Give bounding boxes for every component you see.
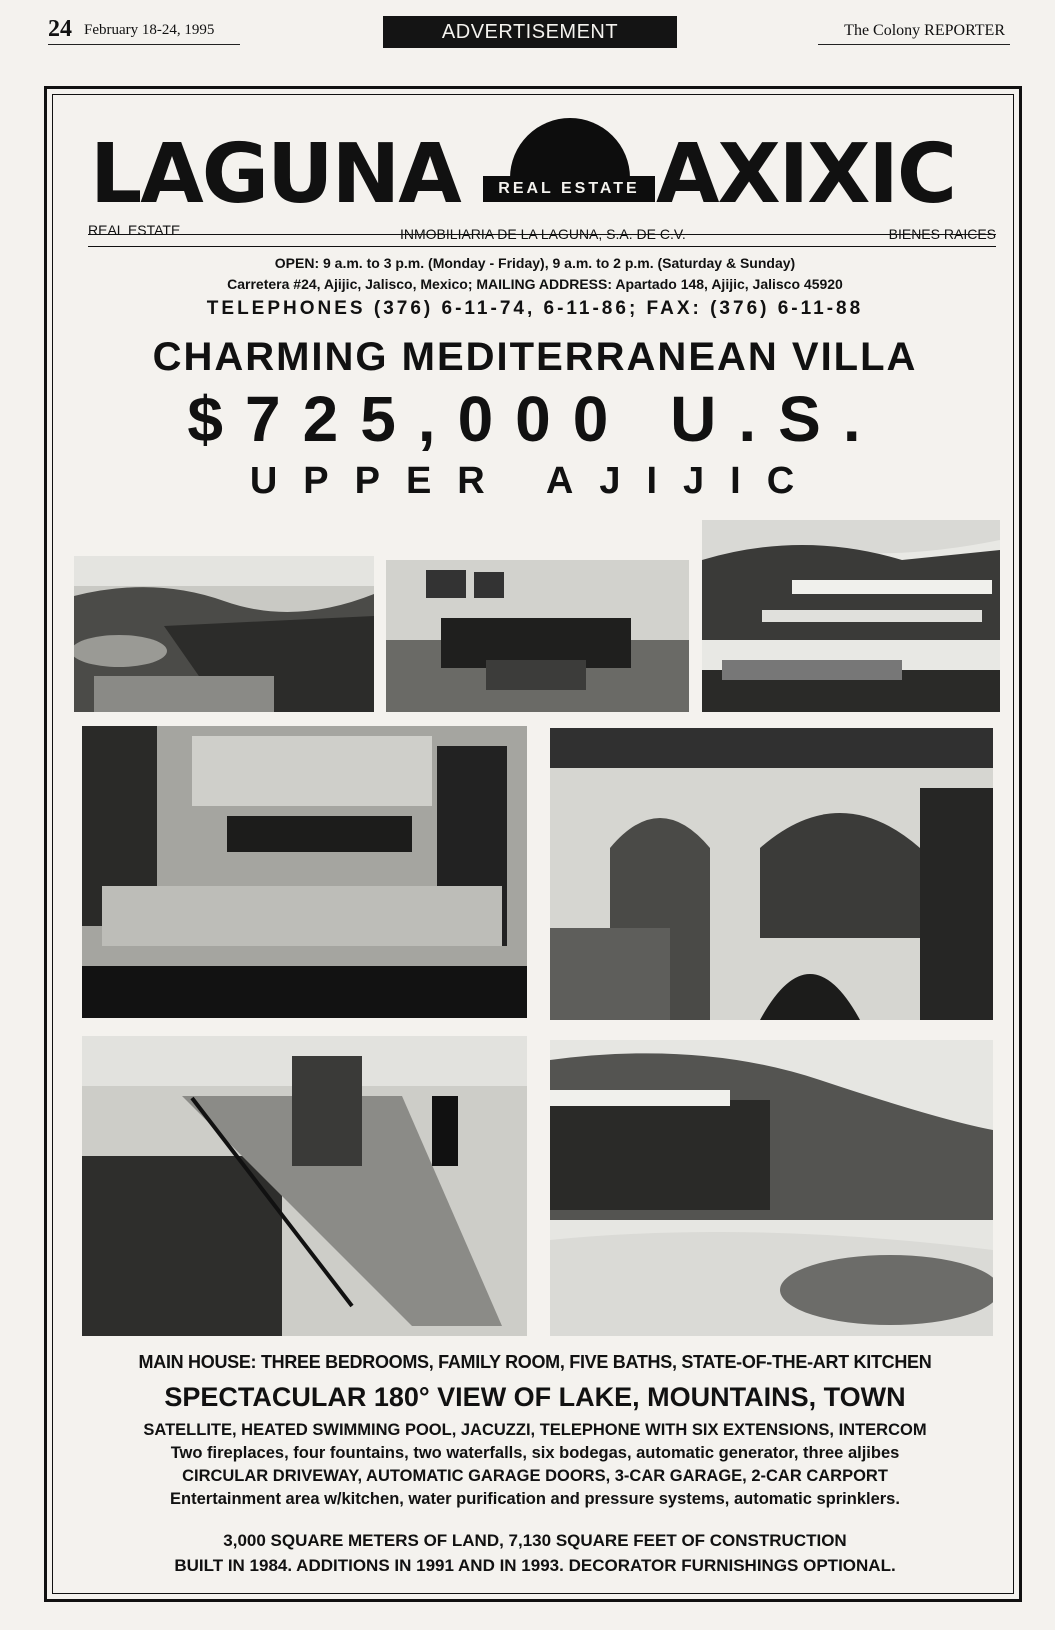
photo-staircase <box>82 1036 527 1336</box>
photo-kitchen <box>82 726 527 1018</box>
systems-line: Entertainment area w/kitchen, water purification and pressure systems, automatic sprinklers. <box>170 1490 900 1508</box>
masthead-rule-left <box>48 44 240 45</box>
office-hours: OPEN: 9 a.m. to 3 p.m. (Monday - Friday), 9 a.m. to 2 p.m. (Saturday & Sunday) <box>274 255 796 271</box>
masthead-rule-right <box>818 44 1010 45</box>
garage-line: CIRCULAR DRIVEWAY, AUTOMATIC GARAGE DOORS, 3-CAR GARAGE, 2-CAR CARPORT <box>182 1467 888 1485</box>
photo-arched-terrace <box>550 728 993 1020</box>
listing-price: $725,000 U.S. <box>187 383 883 455</box>
company-subheader <box>88 222 996 244</box>
subheader-right: BIENES RAICES <box>888 226 996 242</box>
page-masthead <box>0 0 1055 60</box>
office-address: Carretera #24, Ajijic, Jalisco, Mexico; MAILING ADDRESS: Apartado 148, Ajijic, Jalisco 45920 <box>227 276 843 292</box>
main-house-features: MAIN HOUSE: THREE BEDROOMS, FAMILY ROOM, FIVE BATHS, STATE-OF-THE-ART KITCHEN <box>138 1352 932 1372</box>
amenities-line: SATELLITE, HEATED SWIMMING POOL, JACUZZI, TELEPHONE WITH SIX EXTENSIONS, INTERCOM <box>143 1421 927 1439</box>
logo-word-left: LAGUNA <box>90 127 460 222</box>
phone-numbers: TELEPHONES (376) 6-11-74, 6-11-86; FAX: (376) 6-11-88 <box>206 298 864 319</box>
photo-villa-exterior <box>702 520 1000 712</box>
page-number: 24 <box>48 16 72 42</box>
listing-headline: CHARMING MEDITERRANEAN VILLA <box>152 335 918 379</box>
listing-location: UPPER AJIJIC <box>249 460 821 502</box>
advertisement-label: ADVERTISEMENT <box>383 16 677 48</box>
logo-word-right: AXIXIC <box>656 127 956 222</box>
features-line: Two fireplaces, four fountains, two waterfalls, six bodegas, automatic generator, three aljibes <box>170 1444 900 1462</box>
photo-living-room <box>386 560 689 712</box>
land-size-line: 3,000 SQUARE METERS OF LAND, 7,130 SQUARE FEET OF CONSTRUCTION <box>223 1531 847 1550</box>
logo-band-text: REAL ESTATE <box>483 176 655 202</box>
issue-date: February 18-24, 1995 <box>84 22 215 38</box>
newspaper-name: The Colony REPORTER <box>844 22 1005 39</box>
photo-driveway-grounds <box>550 1040 993 1336</box>
photo-garden-terrace <box>74 556 374 712</box>
subheader-center: INMOBILIARIA DE LA LAGUNA, S.A. DE C.V. <box>400 226 686 242</box>
built-year-line: BUILT IN 1984. ADDITIONS IN 1991 AND IN 1993. DECORATOR FURNISHINGS OPTIONAL. <box>174 1556 896 1575</box>
subheader-left: REAL ESTATE <box>88 222 181 238</box>
subheader-rule-bottom <box>88 246 996 247</box>
view-headline: SPECTACULAR 180° VIEW OF LAKE, MOUNTAINS, TOWN <box>164 1382 906 1412</box>
company-logo <box>90 118 995 222</box>
